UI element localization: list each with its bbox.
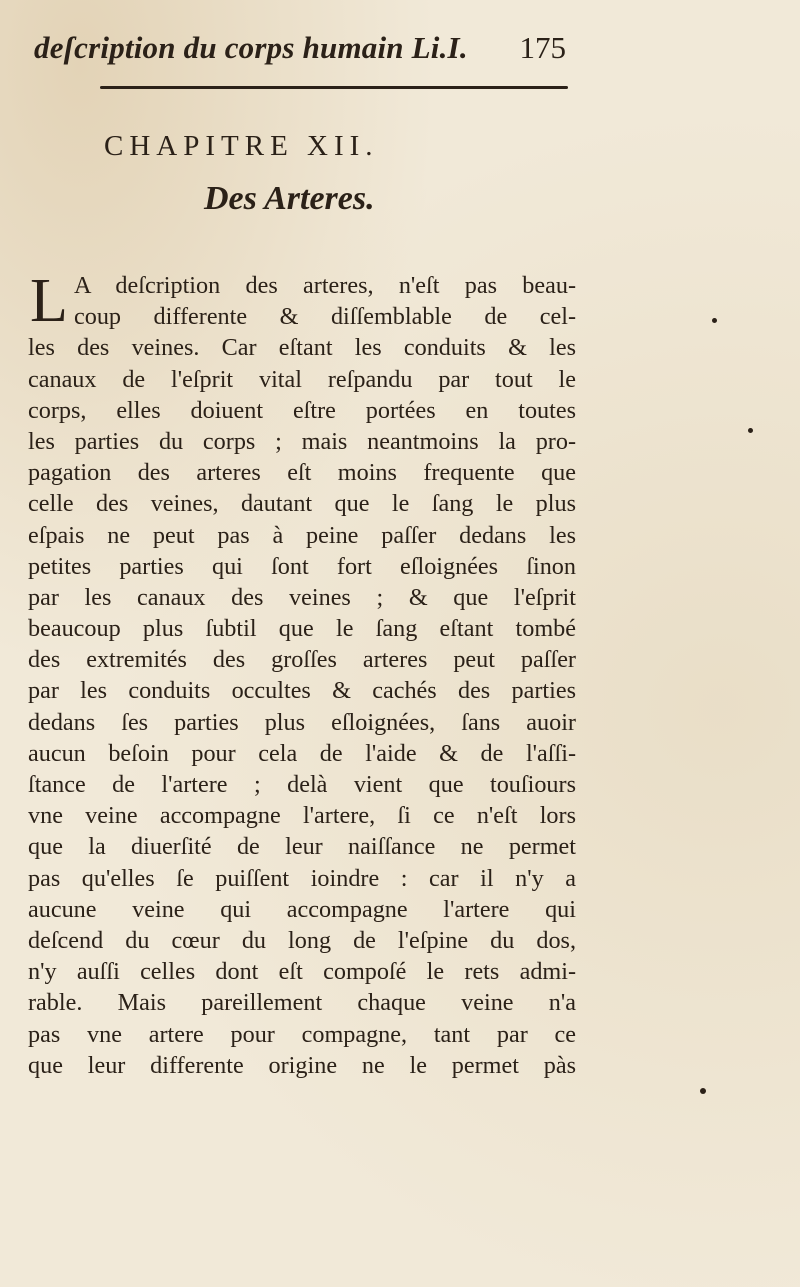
text-line: que la diuerſité de leur naiſſance ne permet bbox=[28, 833, 576, 861]
text-line: petites parties qui ſont fort eſloignées ſinon bbox=[28, 552, 576, 580]
page-number: 175 bbox=[519, 30, 566, 65]
text-line: canaux de l'eſprit vital reſpandu par tout le bbox=[28, 365, 576, 393]
text-line: corps, elles doiuent eſtre portées en toutes bbox=[28, 396, 576, 424]
text-line: les des veines. Car eſtant les conduits & les bbox=[28, 334, 576, 362]
text-line: aucun beſoin pour cela de l'aide & de l'aſſi- bbox=[28, 739, 576, 767]
text-line: coup differente & diſſemblable de cel- bbox=[74, 303, 576, 331]
running-head-title: deſcription du corps humain Li.I. bbox=[34, 30, 468, 65]
text-line: les parties du corps ; mais neantmoins la pro- bbox=[28, 427, 576, 455]
paper-speck bbox=[748, 428, 753, 433]
text-line: rable. Mais pareillement chaque veine n'a bbox=[28, 989, 576, 1017]
chapter-heading: CHAPITRE XII. bbox=[104, 130, 379, 162]
text-line: A deſcription des arteres, n'eſt pas beau- bbox=[74, 272, 576, 299]
text-line: dedans ſes parties plus eſloignées, ſans auoir bbox=[28, 708, 576, 736]
body-text bbox=[28, 267, 576, 1081]
text-line: ſtance de l'artere ; delà vient que touſiours bbox=[28, 771, 576, 798]
running-head bbox=[34, 30, 564, 74]
text-line: par les conduits occultes & cachés des parties bbox=[28, 677, 576, 705]
paper-speck bbox=[712, 318, 717, 323]
text-line: aucune veine qui accompagne l'artere qui bbox=[28, 895, 576, 923]
drop-cap: L bbox=[30, 267, 68, 335]
text-line: par les canaux des veines ; & que l'eſprit bbox=[28, 583, 576, 611]
text-line: celle des veines, dautant que le ſang le plus bbox=[28, 490, 576, 518]
text-line: deſcend du cœur du long de l'eſpine du dos, bbox=[28, 926, 576, 954]
text-line: vne veine accompagne l'artere, ſi ce n'eſt lors bbox=[28, 802, 576, 830]
text-line: beaucoup plus ſubtil que le ſang eſtant tombé bbox=[28, 615, 576, 643]
text-line: des extremités des groſſes arteres peut paſſer bbox=[28, 646, 576, 674]
chapter-subtitle: Des Arteres. bbox=[204, 180, 375, 217]
header-rule bbox=[100, 86, 568, 89]
text-line: pas qu'elles ſe puiſſent ioindre : car il n'y a bbox=[28, 864, 576, 892]
text-line: pas vne artere pour compagne, tant par ce bbox=[28, 1020, 576, 1048]
paper-speck bbox=[700, 1088, 706, 1094]
text-line: pagation des arteres eſt moins frequente que bbox=[28, 459, 576, 487]
text-line: n'y auſſi celles dont eſt compoſé le rets admi- bbox=[28, 958, 576, 986]
text-line: eſpais ne peut pas à peine paſſer dedans les bbox=[28, 521, 576, 549]
text-line: que leur differente origine ne le permet pàs bbox=[28, 1051, 576, 1079]
